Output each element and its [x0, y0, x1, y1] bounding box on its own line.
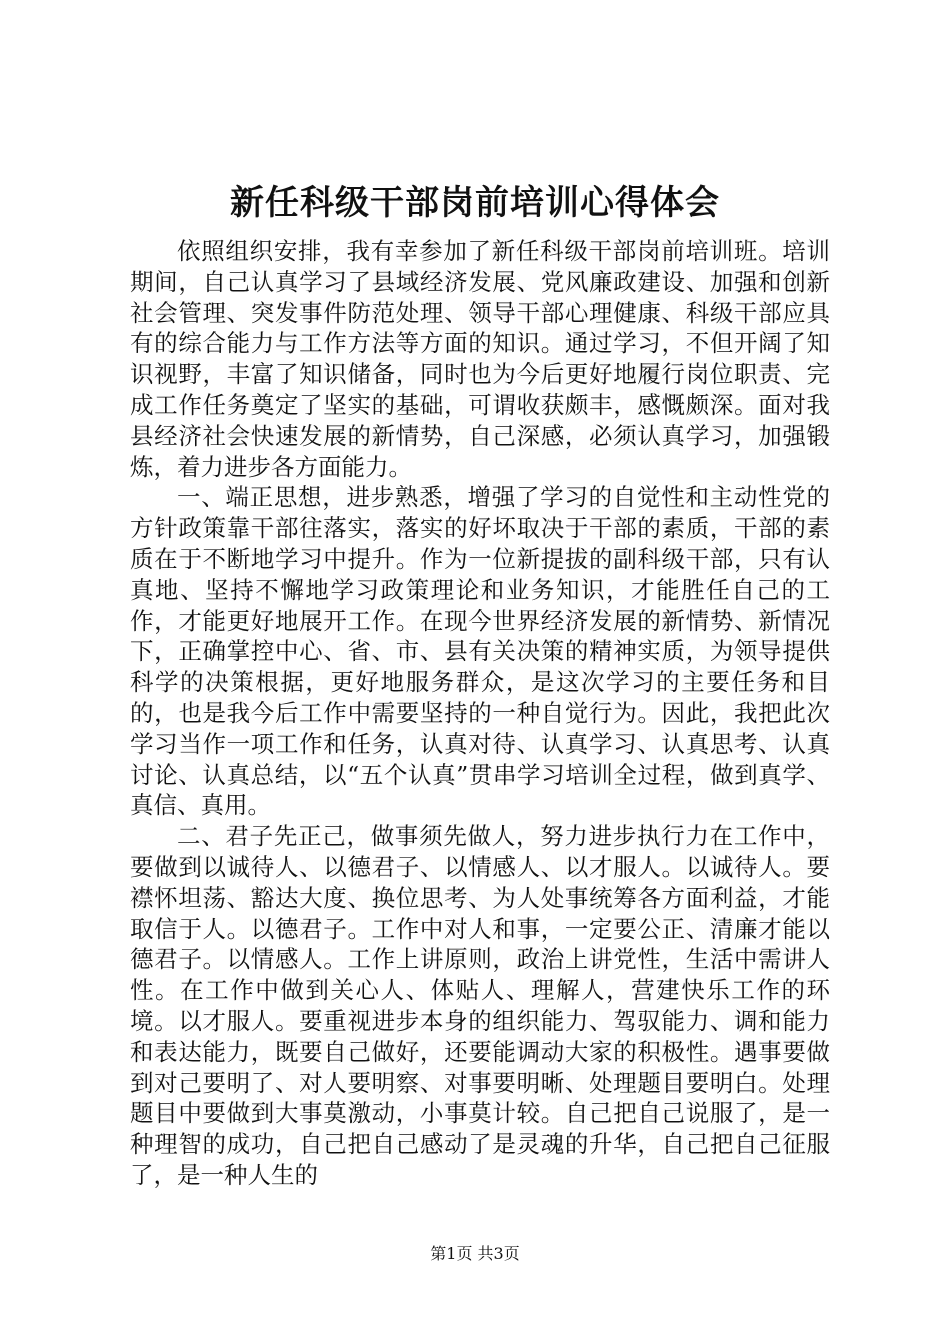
paragraph-section-one: 一、端正思想，进步熟悉，增强了学习的自觉性和主动性党的方针政策靠干部往落实，落实的好坏取决于干部的素质，干部的素质在于不断地学习中提升。作为一位新提拔的副科级干部，只有认真地、坚持不懈地学习政策理论和业务知识，才能胜任自己的工作，才能更好地展开工作。在现今世界经济发展的新情势、新情况下，正确掌控中心、省、市、县有关决策的精神实质，为领导提供科学的决策根据，更好地服务群众，是这次学习的主要任务和目的，也是我今后工作中需要坚持的一种自觉行为。因此，我把此次学习当作一项工作和任务，认真对待、认真学习、认真思考、认真讨论、认真总结，以“五个认真”贯串学习培训全过程，做到真学、真信、真用。: [130, 483, 830, 820]
document-title: 新任科级干部岗前培训心得体会: [230, 183, 720, 223]
page-number-footer: 第1页 共3页: [430, 1244, 520, 1263]
paragraph-intro: 依照组织安排，我有幸参加了新任科级干部岗前培训班。培训期间，自己认真学习了县域经济发展、党风廉政建设、加强和创新社会管理、突发事件防范处理、领导干部心理健康、科级干部应具有的综合能力与工作方法等方面的知识。通过学习，不但开阔了知识视野，丰富了知识储备，同时也为今后更好地履行岗位职责、完成工作任务奠定了坚实的基础，可谓收获颇丰，感慨颇深。面对我县经济社会快速发展的新情势，自己深感，必须认真学习，加强锻炼，着力进步各方面能力。: [130, 237, 830, 481]
paragraph-section-two: 二、君子先正己，做事须先做人，努力进步执行力在工作中，要做到以诚待人、以德君子、以情感人、以才服人。以诚待人。要襟怀坦荡、豁达大度、换位思考、为人处事统筹各方面利益，才能取信于人。以德君子。工作中对人和事，一定要公正、清廉才能以德君子。以情感人。工作上讲原则，政治上讲党性，生活中需讲人性。在工作中做到关心人、体贴人、理解人，营建快乐工作的环境。以才服人。要重视进步本身的组织能力、驾驭能力、调和能力和表达能力，既要自己做好，还要能调动大家的积极性。遇事要做到对己要明了、对人要明察、对事要明晰、处理题目要明白。处理题目中要做到大事莫激动，小事莫计较。自己把自己说服了，是一种理智的成功，自己把自己感动了是灵魂的升华，自己把自己征服了，是一种人生的: [130, 822, 830, 1189]
document-body: [130, 236, 830, 1191]
